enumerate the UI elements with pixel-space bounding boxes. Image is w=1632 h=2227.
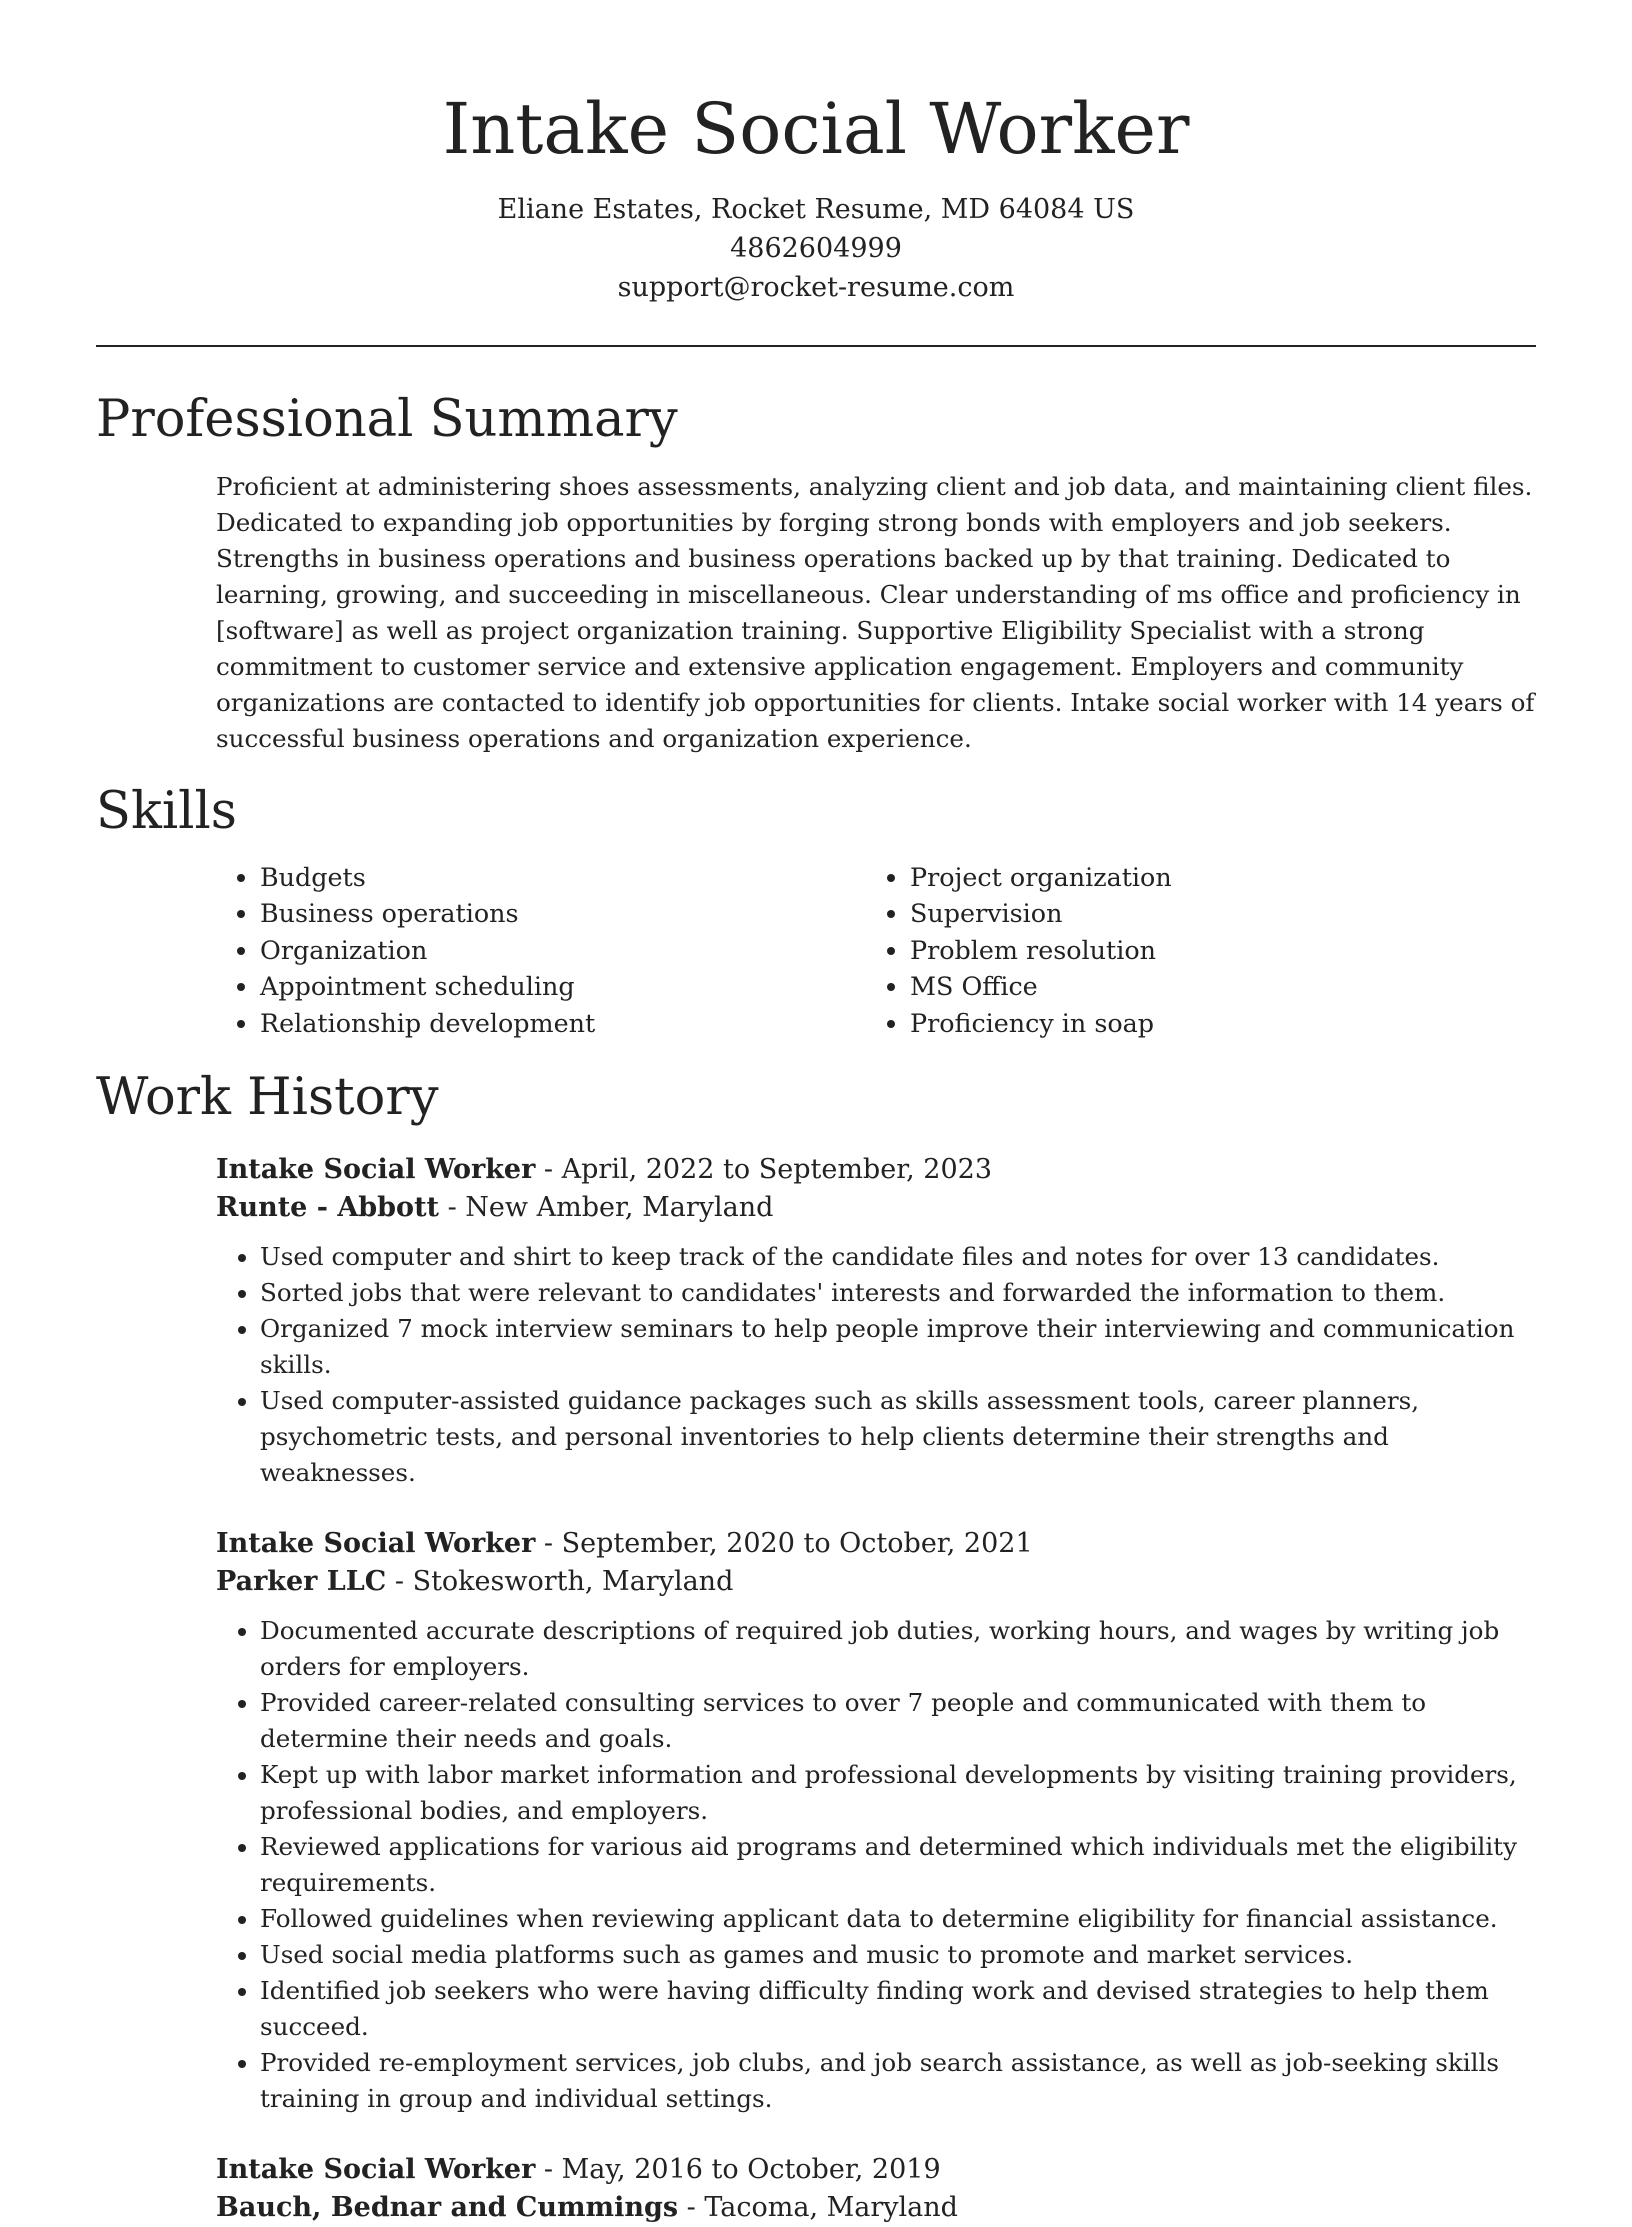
job-duty: • Provided re-employment services, job clubs, and job search assistance, as well as job-seeking skills training in group and individual settings. bbox=[260, 2045, 1536, 2117]
skill-item: • MS Office bbox=[910, 968, 1516, 1004]
skills-list bbox=[216, 859, 1536, 1041]
job-duties bbox=[216, 1239, 1536, 1491]
skill-item: • Project organization bbox=[910, 859, 1516, 895]
skill-item: • Business operations bbox=[260, 895, 866, 931]
job-entry bbox=[216, 1525, 1536, 2117]
work-history-heading: Work History bbox=[96, 1068, 439, 1128]
job-title-line bbox=[216, 2151, 1536, 2189]
contact-phone: 4862604999 bbox=[730, 233, 902, 264]
job-duty: • Kept up with labor market information and professional developments by visiting training providers, professional bodies, and employers. bbox=[260, 1757, 1536, 1829]
resume-page bbox=[96, 0, 1536, 2227]
job-duty: • Documented accurate descriptions of required job duties, working hours, and wages by writing job orders for employers. bbox=[260, 1613, 1536, 1685]
job-duty: • Followed guidelines when reviewing applicant data to determine eligibility for financial assistance. bbox=[260, 1901, 1536, 1937]
job-location: - Stokesworth, Maryland bbox=[386, 1566, 734, 1598]
resume-header bbox=[96, 0, 1536, 307]
job-location: - Tacoma, Maryland bbox=[678, 2192, 958, 2224]
job-title-line bbox=[216, 1151, 1536, 1189]
job-position: Intake Social Worker bbox=[216, 2154, 536, 2186]
job-duty: • Identified job seekers who were having difficulty finding work and devised strategies to help them succeed. bbox=[260, 1973, 1536, 2045]
job-entry bbox=[216, 2151, 1536, 2227]
job-company: Parker LLC bbox=[216, 1566, 387, 1598]
job-duty: • Reviewed applications for various aid programs and determined which individuals met the eligibility requirements. bbox=[260, 1829, 1536, 1901]
contact-info bbox=[96, 190, 1536, 307]
contact-email: support@rocket-resume.com bbox=[617, 272, 1015, 303]
job-company-line bbox=[216, 1189, 1536, 1227]
job-company-line bbox=[216, 1563, 1536, 1601]
job-duty: • Organized 7 mock interview seminars to help people improve their interviewing and communication skills. bbox=[260, 1311, 1536, 1383]
job-position: Intake Social Worker bbox=[216, 1528, 536, 1560]
job-duties bbox=[216, 1613, 1536, 2117]
summary-heading: Professional Summary bbox=[96, 390, 678, 449]
header-divider bbox=[96, 345, 1536, 347]
job-location: - New Amber, Maryland bbox=[439, 1192, 774, 1224]
summary-text: Proficient at administering shoes assessments, analyzing client and job data, and maintaining client files. Dedicated to expanding job opportunities by forging strong bonds with employers and job seekers. Strengths in business operations and business operations backed up by that training. Dedicated to learning, growing, and succeeding in miscellaneous. Clear understanding of ms office and proficiency in [software] as well as project organization training. Supportive Eligibility Specialist with a strong commitment to customer service and extensive application engagement. Employers and community organizations are contacted to identify job opportunities for clients. Intake social worker with 14 years of successful business operations and organization experience. bbox=[216, 472, 1535, 753]
job-dates: - April, 2022 to September, 2023 bbox=[535, 1154, 993, 1186]
skill-item: • Appointment scheduling bbox=[260, 968, 866, 1004]
contact-address: Eliane Estates, Rocket Resume, MD 64084 US bbox=[497, 194, 1135, 225]
job-company: Bauch, Bednar and Cummings bbox=[216, 2192, 679, 2224]
skills-column-right bbox=[866, 859, 1516, 1041]
skills-column-left bbox=[216, 859, 866, 1041]
job-duty: • Used computer-assisted guidance packages such as skills assessment tools, career planners, psychometric tests, and personal inventories to help clients determine their strengths and weaknesses. bbox=[260, 1383, 1536, 1491]
job-title-line bbox=[216, 1525, 1536, 1563]
skill-item: • Proficiency in soap bbox=[910, 1005, 1516, 1041]
job-dates: - May, 2016 to October, 2019 bbox=[535, 2154, 941, 2186]
job-company: Runte - Abbott bbox=[216, 1192, 440, 1224]
resume-title: Intake Social Worker bbox=[442, 88, 1190, 170]
job-dates: - September, 2020 to October, 2021 bbox=[535, 1528, 1033, 1560]
job-entry bbox=[216, 1151, 1536, 1491]
job-duty: • Used social media platforms such as games and music to promote and market services. bbox=[260, 1937, 1536, 1973]
job-company-line bbox=[216, 2189, 1536, 2227]
job-position: Intake Social Worker bbox=[216, 1154, 536, 1186]
job-duty: • Used computer and shirt to keep track of the candidate files and notes for over 13 candidates. bbox=[260, 1239, 1536, 1275]
skill-item: • Supervision bbox=[910, 895, 1516, 931]
skills-heading: Skills bbox=[96, 782, 237, 841]
skill-item: • Problem resolution bbox=[910, 932, 1516, 968]
skill-item: • Budgets bbox=[260, 859, 866, 895]
job-duty: • Sorted jobs that were relevant to candidates' interests and forwarded the information to them. bbox=[260, 1275, 1536, 1311]
job-duty: • Provided career-related consulting services to over 7 people and communicated with them to determine their needs and goals. bbox=[260, 1685, 1536, 1757]
skill-item: • Relationship development bbox=[260, 1005, 866, 1041]
skill-item: • Organization bbox=[260, 932, 866, 968]
